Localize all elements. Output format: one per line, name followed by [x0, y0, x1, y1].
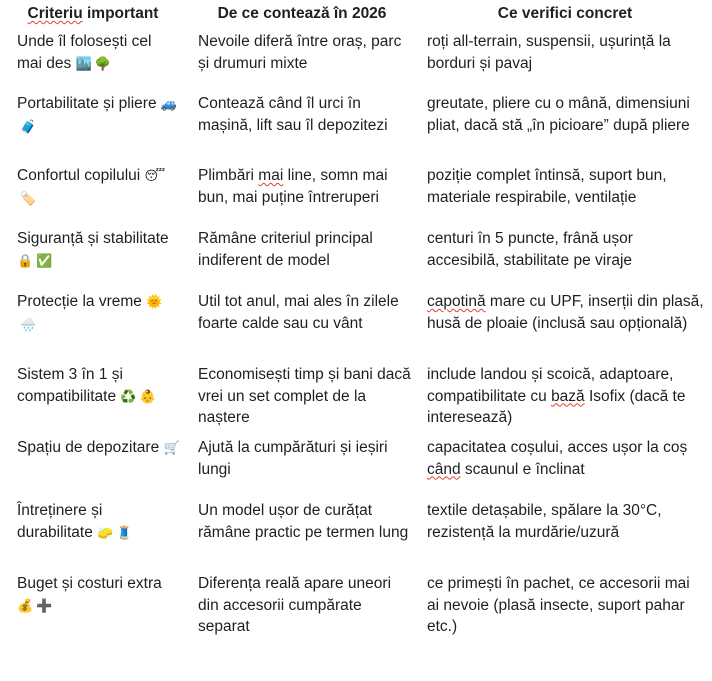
sleeping-face-icon: 😴 [144, 169, 166, 184]
de-ce-conteaza-cell: Diferența reală apare uneori din accesorii cumpărate separat [198, 575, 392, 635]
header-criteriu [0, 0, 186, 31]
criteriu-icons [97, 524, 132, 541]
header-row [0, 0, 712, 31]
de-ce-conteaza-cell: Util tot anul, mai ales în zilele foarte calde sau cu vânt [198, 293, 399, 332]
ce-verifici-cell [418, 291, 712, 364]
criteriu-cell [0, 500, 186, 573]
criteriu-icons [17, 597, 52, 614]
ce-verifici-cell: roți all-terrain, suspensii, ușurință la borduri și pavaj [427, 33, 671, 72]
header-ce-verifici: Ce verifici concret [497, 5, 633, 22]
criteriu-cell [0, 165, 186, 228]
spellcheck-word: când [427, 460, 461, 478]
sponge-icon: 🧽 [97, 525, 114, 541]
text-segment: Plimbări [198, 167, 259, 184]
text-segment: include landou și scoică, adaptoare, compatibilitate cu [427, 366, 674, 405]
criteriu-label: Siguranță și stabilitate [17, 230, 169, 247]
table-row [0, 500, 712, 573]
criteriu-label: Protecție la vreme [17, 293, 142, 310]
criteriu-icons [120, 388, 155, 405]
recycle-icon: ♻️ [120, 389, 137, 405]
text-segment: Isofix (dacă te interesează) [427, 387, 686, 426]
de-ce-conteaza-cell: Ajută la cumpărături și ieșiri lungi [198, 439, 388, 478]
text-segment: line, somn mai bun, mai puține întreruperi [198, 167, 388, 206]
criteriu-label: Portabilitate și pliere [17, 95, 157, 112]
table-row [0, 228, 712, 291]
ce-verifici-cell: greutate, pliere cu o mână, dimensiuni pliat, dacă stă „în picioare” după pliere [427, 95, 690, 134]
table-row [0, 437, 712, 500]
rain-cloud-icon: 🌧️ [20, 317, 37, 333]
baby-icon: 👶 [139, 389, 156, 405]
criteriu-label: Buget și costuri extra [17, 575, 162, 592]
criteriu-icons [76, 55, 111, 72]
criteriu-label: Întreținere și durabilitate [17, 502, 103, 541]
luggage-icon: 🧳 [20, 119, 37, 135]
ce-verifici-cell: textile detașabile, spălare la 30°C, rezistență la murdărie/uzură [427, 502, 662, 541]
spellcheck-word: bază [551, 387, 585, 405]
criteriu-cell [0, 228, 186, 291]
ce-verifici-cell [418, 437, 712, 500]
ce-verifici-cell: ce primești în pachet, ce accesorii mai ai nevoie (plasă insecte, suport pahar etc.) [427, 575, 690, 635]
check-mark-icon: ✅ [36, 253, 53, 269]
criteriu-icons [17, 252, 52, 269]
de-ce-conteaza-cell: Contează când îl urci în mașină, lift sau îl depozitezi [198, 95, 388, 134]
de-ce-conteaza-cell: Un model ușor de curățat rămâne practic pe termen lung [198, 502, 409, 541]
tree-icon: 🌳 [94, 56, 111, 72]
city-icon: 🏙️ [75, 56, 92, 72]
criteriu-label: Sistem 3 în 1 și compatibilitate [17, 366, 123, 405]
criteriu-icons [164, 439, 180, 456]
text-segment: capacitatea coșului, acces ușor la coș [427, 439, 688, 456]
spellcheck-word: Criteriu [27, 5, 83, 22]
header-de-ce-conteaza: De ce contează în 2026 [217, 5, 387, 22]
criteriu-label: Spațiu de depozitare [17, 439, 160, 456]
ce-verifici-cell: centuri în 5 puncte, frână ușor accesibilă, stabilitate pe viraje [427, 230, 633, 269]
table-row [0, 291, 712, 364]
criteriu-label: Confortul copilului [17, 167, 141, 184]
table-row [0, 573, 712, 644]
de-ce-conteaza-cell [186, 165, 418, 228]
de-ce-conteaza-cell: Nevoile diferă între oraș, parc și drumuri mixte [198, 33, 402, 72]
criteriu-cell [0, 364, 186, 437]
table-row [0, 165, 712, 228]
table-row [0, 93, 712, 165]
sun-icon: 🌞 [146, 295, 163, 310]
criteriu-label: Unde îl folosești cel mai des [17, 33, 152, 72]
spellcheck-word: capotină [427, 293, 486, 310]
criteriu-cell [0, 437, 186, 500]
ce-verifici-cell [418, 364, 712, 437]
tag-icon: 🏷️ [20, 191, 37, 207]
de-ce-conteaza-cell: Rămâne criteriul principal indiferent de model [198, 230, 373, 269]
ce-verifici-cell: poziție complet întinsă, suport bun, materiale respirabile, ventilație [427, 167, 667, 206]
table-body [0, 31, 712, 644]
spellcheck-word: mai [258, 167, 284, 184]
lock-icon: 🔒 [17, 253, 34, 269]
header-criteriu-rest: important [82, 5, 159, 22]
shopping-cart-icon: 🛒 [163, 441, 180, 456]
de-ce-conteaza-cell: Economisești timp și bani dacă vrei un set complet de la naștere [198, 366, 411, 426]
criteriu-cell [0, 573, 186, 644]
table-row [0, 364, 712, 437]
criteriu-cell [0, 31, 186, 93]
criteriu-cell [0, 291, 186, 364]
car-icon: 🚙 [160, 97, 178, 112]
text-segment: scaunul e înclinat [460, 460, 585, 478]
money-bag-icon: 💰 [17, 598, 34, 614]
text-segment: mare cu UPF, inserții din plasă, husă de ploaie (inclusă sau opțională) [427, 293, 704, 332]
thread-icon: 🧵 [116, 525, 133, 541]
plus-icon: ➕ [36, 598, 53, 614]
table-row [0, 31, 712, 93]
criteriu-cell [0, 93, 186, 165]
